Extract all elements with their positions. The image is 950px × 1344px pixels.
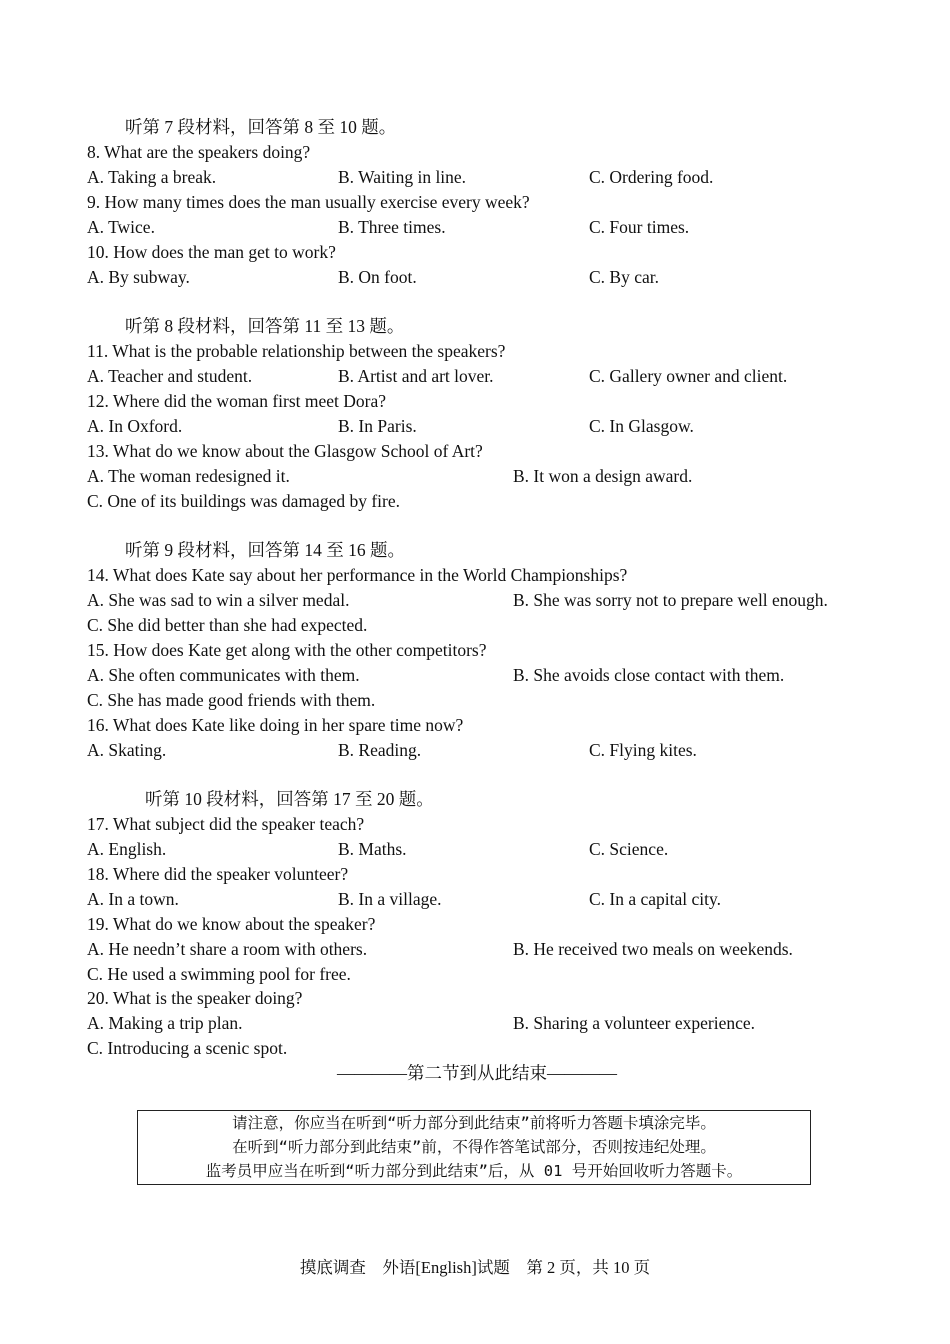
- question-text: 20. What is the speaker doing?: [87, 988, 303, 1008]
- option-a: A. She was sad to win a silver medal.: [87, 590, 350, 610]
- question-text: 13. What do we know about the Glasgow School of Art?: [87, 441, 483, 461]
- option-row: [87, 364, 877, 389]
- section-header: 听第 9 段材料，回答第 14 至 16 题。: [125, 540, 405, 560]
- option-row: [87, 837, 877, 862]
- question-text: 18. Where did the speaker volunteer?: [87, 864, 349, 884]
- option-row: [87, 165, 877, 190]
- question-text: 15. How does Kate get along with the other competitors?: [87, 640, 487, 660]
- option-row: [87, 265, 877, 290]
- option-row: [87, 937, 877, 962]
- option-b: B. He received two meals on weekends.: [513, 939, 793, 959]
- section-end-divider: ————第二节到从此结束————: [337, 1063, 617, 1083]
- option-b: B. It won a design award.: [513, 466, 693, 486]
- option-a: A. He needn’t share a room with others.: [87, 939, 368, 959]
- option-row: [87, 738, 877, 763]
- question-text: 19. What do we know about the speaker?: [87, 914, 376, 934]
- question-text: 17. What subject did the speaker teach?: [87, 814, 365, 834]
- question-text: 11. What is the probable relationship between the speakers?: [87, 341, 506, 361]
- option-c: C. Gallery owner and client.: [589, 366, 788, 386]
- option-c: C. In a capital city.: [589, 889, 722, 909]
- option-row: [87, 887, 877, 912]
- section-header: 听第 8 段材料，回答第 11 至 13 题。: [125, 316, 405, 336]
- option-a: A. By subway.: [87, 267, 190, 287]
- option-a: A. In Oxford.: [87, 416, 183, 436]
- option-b: B. She avoids close contact with them.: [513, 665, 785, 685]
- option-b: B. In a village.: [338, 889, 442, 909]
- option-b: B. Artist and art lover.: [338, 366, 494, 386]
- question-text: 12. Where did the woman first meet Dora?: [87, 391, 387, 411]
- section-header: 听第 7 段材料，回答第 8 至 10 题。: [125, 117, 397, 137]
- option-row: [87, 663, 877, 688]
- option-a: A. English.: [87, 839, 167, 859]
- option-b: B. Waiting in line.: [338, 167, 467, 187]
- option-a: A. Making a trip plan.: [87, 1013, 243, 1033]
- option-c: C. Science.: [589, 839, 669, 859]
- option-c: C. He used a swimming pool for free.: [87, 964, 351, 984]
- option-c: C. By car.: [589, 267, 659, 287]
- option-row: [87, 215, 877, 240]
- option-row: [87, 588, 877, 613]
- option-b: B. Maths.: [338, 839, 407, 859]
- option-b: B. On foot.: [338, 267, 417, 287]
- option-c: C. She has made good friends with them.: [87, 690, 376, 710]
- option-a: A. Twice.: [87, 217, 155, 237]
- question-text: 8. What are the speakers doing?: [87, 142, 311, 162]
- question-text: 14. What does Kate say about her performance in the World Championships?: [87, 565, 628, 585]
- option-a: A. Skating.: [87, 740, 167, 760]
- option-b: B. In Paris.: [338, 416, 417, 436]
- option-c: C. Ordering food.: [589, 167, 714, 187]
- option-a: A. She often communicates with them.: [87, 665, 360, 685]
- option-b: B. Three times.: [338, 217, 446, 237]
- option-b: B. Sharing a volunteer experience.: [513, 1013, 755, 1033]
- option-b: B. Reading.: [338, 740, 422, 760]
- option-a: A. The woman redesigned it.: [87, 466, 290, 486]
- section-header: 听第 10 段材料，回答第 17 至 20 题。: [145, 789, 434, 809]
- page-footer: 摸底调查 外语[English]试题 第 2 页，共 10 页: [299, 1258, 651, 1277]
- notice-line: 监考员甲应当在听到“听力部分到此结束”后，从 01 号开始回收听力答题卡。: [205, 1162, 743, 1180]
- option-row: [87, 464, 877, 489]
- notice-line: 请注意，你应当在听到“听力部分到此结束”前将听力答题卡填涂完毕。: [232, 1114, 716, 1132]
- option-c: C. In Glasgow.: [589, 416, 694, 436]
- question-text: 9. How many times does the man usually exercise every week?: [87, 192, 530, 212]
- option-c: C. Introducing a scenic spot.: [87, 1038, 288, 1058]
- option-row: [87, 414, 877, 439]
- option-b: B. She was sorry not to prepare well enough.: [513, 590, 828, 610]
- option-a: A. In a town.: [87, 889, 179, 909]
- option-a: A. Teacher and student.: [87, 366, 253, 386]
- option-c: C. Four times.: [589, 217, 690, 237]
- notice-box: [137, 1110, 811, 1185]
- option-a: A. Taking a break.: [87, 167, 217, 187]
- option-c: C. Flying kites.: [589, 740, 697, 760]
- notice-line: 在听到“听力部分到此结束”前，不得作答笔试部分，否则按违纪处理。: [232, 1138, 716, 1156]
- option-c: C. One of its buildings was damaged by fire.: [87, 491, 401, 511]
- question-text: 10. How does the man get to work?: [87, 242, 336, 262]
- option-c: C. She did better than she had expected.: [87, 615, 368, 635]
- option-row: [87, 1011, 877, 1036]
- question-text: 16. What does Kate like doing in her spare time now?: [87, 715, 464, 735]
